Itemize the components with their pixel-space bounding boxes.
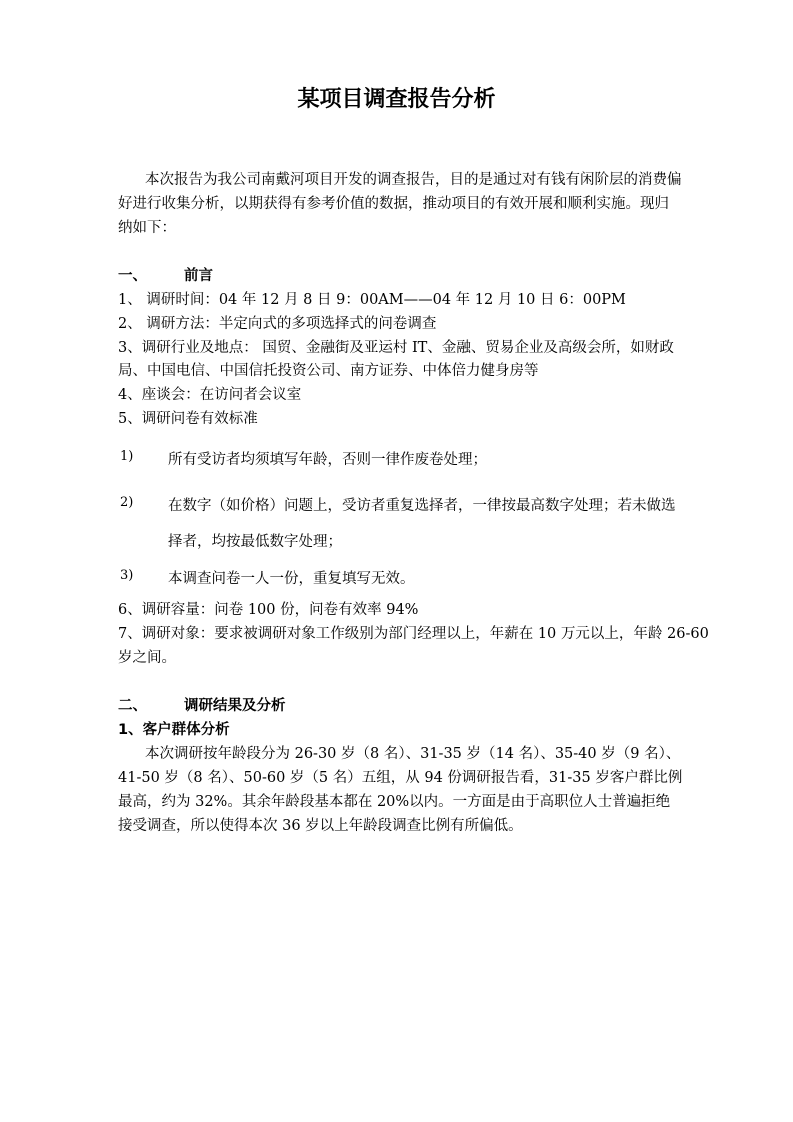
criterion-1-number: 1): [120, 449, 134, 464]
item-6: 6、调研容量：问卷 100 份，问卷有效率 94%: [118, 602, 419, 618]
item-5: 5、调研问卷有效标准: [118, 411, 258, 427]
criterion-3-number: 3): [120, 568, 134, 583]
subsection-heading: 1、客户群体分析: [118, 722, 230, 738]
item-3-cont: 局、中国电信、中国信托投资公司、南方证券、中体倍力健身房等: [118, 363, 539, 379]
criterion-1-text: 所有受访者均须填写年龄，否则一律作废卷处理；: [168, 452, 487, 468]
criterion-2-text: 在数字（如价格）问题上，受访者重复选择者，一律按最高数字处理；若未做选: [168, 498, 676, 514]
item-2: 2、 调研方法：半定向式的多项选择式的问卷调查: [118, 316, 437, 332]
analysis-line-3: 最高，约为 32%。其余年龄段基本都在 20%以内。一方面是由于高职位人士普遍拒绝: [118, 794, 671, 810]
section-2-title: 调研结果及分析: [184, 698, 286, 714]
item-4: 4、座谈会：在访问者会议室: [118, 387, 302, 403]
criterion-2-text-cont: 择者，均按最低数字处理；: [168, 534, 342, 550]
criterion-3-text: 本调查问卷一人一份，重复填写无效。: [168, 571, 415, 587]
item-7: 7、调研对象：要求被调研对象工作级别为部门经理以上，年薪在 10 万元以上，年龄 26-60: [118, 626, 709, 642]
section-1-heading: [118, 266, 213, 286]
analysis-line-4: 接受调查，所以使得本次 36 岁以上年龄段调查比例有所偏低。: [118, 818, 523, 834]
analysis-line-2: 41-50 岁（8 名）、50-60 岁（5 名）五组，从 94 份调研报告看，31-35 岁客户群比例: [118, 770, 683, 786]
item-1: 1、 调研时间：04 年 12 月 8 日 9：00AM——04 年 12 月 10 日 6：00PM: [118, 292, 626, 308]
document-title: 某项目调查报告分析: [297, 87, 496, 112]
section-1-title: 前言: [184, 268, 213, 284]
criterion-2-number: 2): [120, 495, 134, 510]
item-7-cont: 岁之间。: [118, 650, 176, 666]
intro-line-1: 本次报告为我公司南戴河项目开发的调查报告，目的是通过对有钱有闲阶层的消费偏: [145, 172, 682, 188]
intro-line-3: 纳如下：: [118, 220, 176, 236]
intro-line-2: 好进行收集分析，以期获得有参考价值的数据，推动项目的有效开展和顺利实施。现归: [118, 196, 669, 212]
analysis-line-1: 本次调研按年龄段分为 26-30 岁（8 名）、31-35 岁（14 名）、35-40 岁（9 名）、: [145, 746, 681, 762]
item-3: 3、调研行业及地点： 国贸、金融街及亚运村 IT、金融、贸易企业及高级会所，如财政: [118, 340, 674, 356]
section-2-heading: [118, 696, 286, 716]
section-1-number: 一、: [118, 268, 147, 284]
section-2-number: 二、: [118, 698, 147, 714]
